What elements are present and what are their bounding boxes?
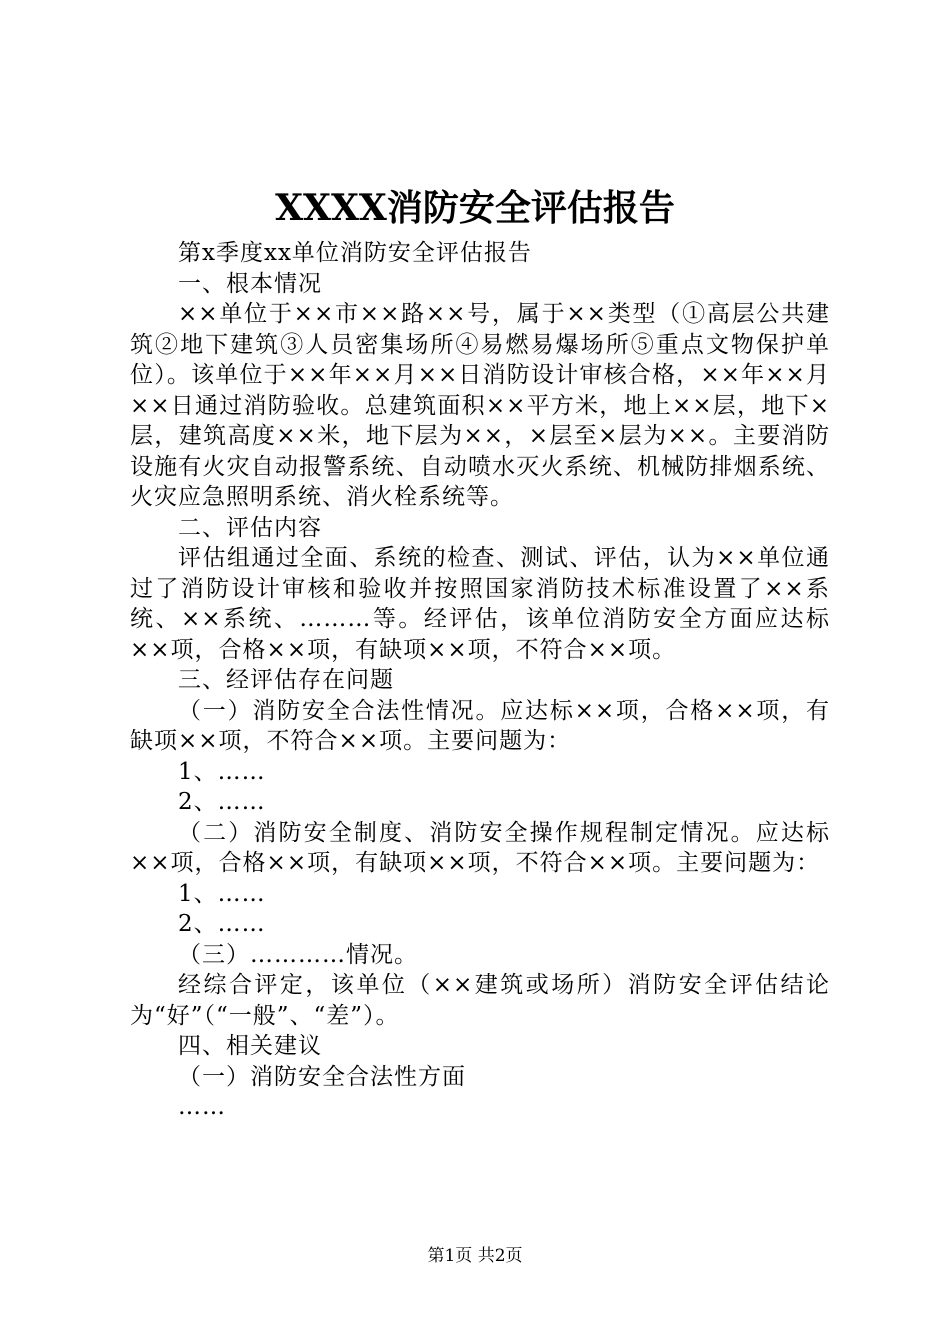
section-heading-basic-info: 一、根本情况 bbox=[178, 270, 322, 297]
section-heading-problems: 三、经评估存在问题 bbox=[178, 667, 394, 693]
section-body-evaluation: 评估组通过全面、系统的检查、测试、评估，认为××单位通过了消防设计审核和验收并按照国家消防技术标准设置了××系统、××系统、………等。经评估，该单位消防安全方面应达标××项，合格××项，有缺项××项，不符合××项。 bbox=[130, 545, 830, 663]
problem-point: 1、…… bbox=[178, 880, 266, 907]
problem-item-regulations: （二）消防安全制度、消防安全操作规程制定情况。应达标××项，合格××项，有缺项××项，不符合××项。主要问题为： bbox=[130, 819, 830, 876]
problem-point: 2、…… bbox=[178, 789, 266, 815]
problem-point: 1、…… bbox=[178, 758, 266, 785]
section-heading-suggestions: 四、相关建议 bbox=[178, 1033, 322, 1059]
suggestion-item-legality: （一）消防安全合法性方面 bbox=[178, 1063, 466, 1090]
suggestion-ellipsis: …… bbox=[178, 1094, 226, 1120]
evaluation-conclusion: 经综合评定，该单位（××建筑或场所）消防安全评估结论为“好”（“一般”、“差”）。 bbox=[130, 972, 830, 1029]
section-heading-evaluation: 二、评估内容 bbox=[178, 514, 322, 541]
problem-point: 2、…… bbox=[178, 911, 266, 937]
section-body-basic-info: ××单位于××市××路××号，属于××类型（①高层公共建筑②地下建筑③人员密集场所④易燃易爆场所⑤重点文物保护单位）。该单位于××年××月××日消防设计审核合格，××年××月××日通过消防验收。总建筑面积××平方米，地上××层，地下×层，建筑高度××米，地下层为××，×层至×层为××。主要消防设施有火灾自动报警系统、自动喷水灭火系统、机械防排烟系统、火灾应急照明系统、消火栓系统等。 bbox=[130, 301, 830, 510]
report-subtitle: 第x季度xx单位消防安全评估报告 bbox=[178, 240, 532, 266]
document-body bbox=[130, 238, 830, 1123]
problem-item-legality: （一）消防安全合法性情况。应达标××项，合格××项，有缺项××项，不符合××项。主要问题为： bbox=[130, 697, 830, 754]
problem-item-other: （三）…………情况。 bbox=[178, 941, 418, 968]
page-footer: 第1页 共2页 bbox=[427, 1246, 523, 1266]
document-title: XXXX消防安全评估报告 bbox=[275, 187, 675, 229]
